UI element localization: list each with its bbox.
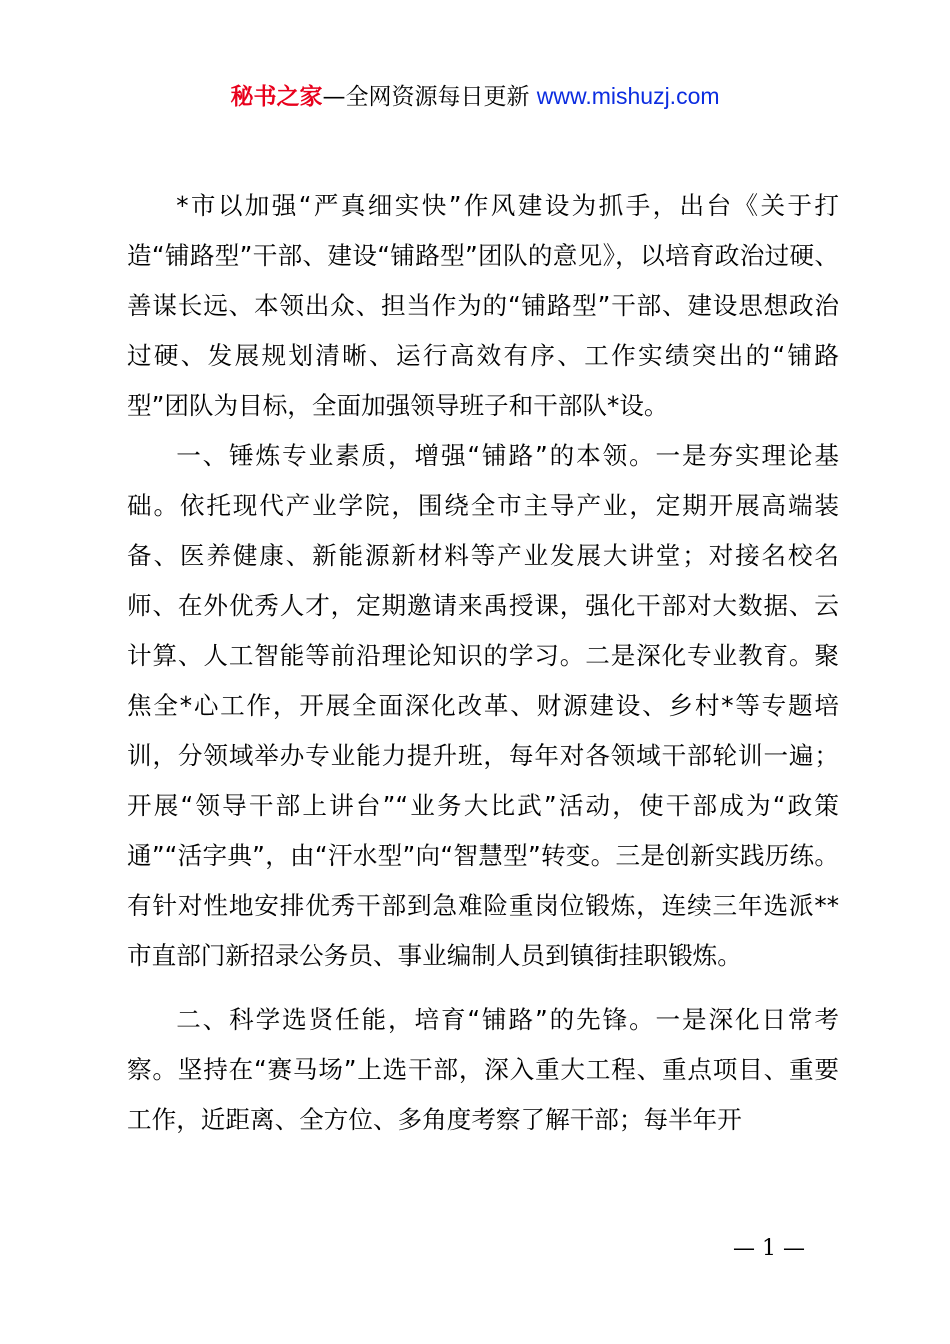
site-url-link[interactable]: www.mishuzj.com	[536, 83, 720, 109]
paragraph-intro: *市以加强“严真细实快”作风建设为抓手，出台《关于打造“铺路型”干部、建设“铺路型”团队的意见》，以培育政治过硬、善谋长远、本领出众、担当作为的“铺路型”干部、建设思想政治过硬、发展规划清晰、运行高效有序、工作实绩突出的“铺路型”团队为目标，全面加强领导班子和干部队*设。	[127, 191, 839, 420]
paragraph-section-two: 二、科学选贤任能，培育“铺路”的先锋。一是深化日常考察。坚持在“赛马场”上选干部，深入重大工程、重点项目、重要工作，近距离、全方位、多角度考察了解干部；每半年开	[127, 1005, 839, 1134]
site-brand: 秘书之家	[230, 84, 323, 110]
paragraph-section-one: 一、锤炼专业素质，增强“铺路”的本领。一是夯实理论基础。依托现代产业学院，围绕全市主导产业，定期开展高端装备、医养健康、新能源新材料等产业发展大讲堂；对接名校名师、在外优秀人才，定期邀请来禹授课，强化干部对大数据、云计算、人工智能等前沿理论知识的学习。二是深化专业教育。聚焦全*心工作，开展全面深化改革、财源建设、乡村*等专题培训，分领域举办专业能力提升班，每年对各领域干部轮训一遍；开展“领导干部上讲台”“业务大比武”活动，使干部成为“政策通”“活字典”，由“汗水型”向“智慧型”转变。三是创新实践历练。有针对性地安排优秀干部到急难险重岗位锻炼，连续三年选派**市直部门新招录公务员、事业编制人员到镇街挂职锻炼。	[127, 441, 839, 970]
site-tagline: —全网资源每日更新	[322, 84, 537, 110]
page-number: — 1 —	[733, 1236, 805, 1261]
document-body	[127, 181, 839, 1145]
site-header	[0, 80, 950, 113]
